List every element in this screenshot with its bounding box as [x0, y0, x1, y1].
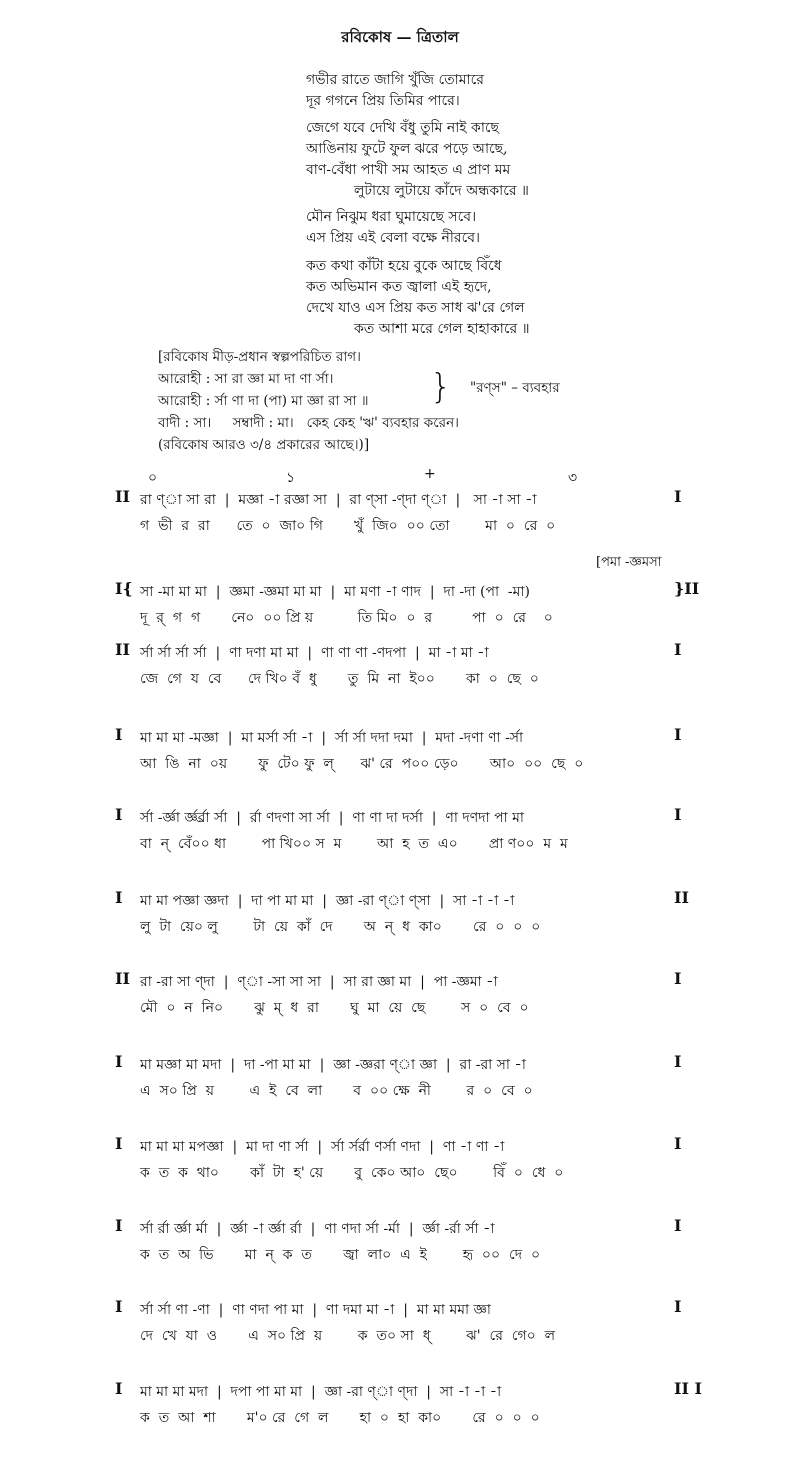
- lyric-line: ক ত অ ভি মা ন্‌ ক ত জ্বা লা০ এ ই হৃ ০০ দে ০: [140, 1247, 541, 1263]
- row-bar-left: I: [115, 1216, 123, 1235]
- lyric-line: লু টা য়ে০ লু টা য়ে কাঁ দে অ ন্‌ ধ কা০ রে ০ ০ ০: [140, 919, 541, 935]
- swara-line: রা -রা সা ণ্‌দা | ণ্‌া -সা সা সা | সা রা জ্ঞা মা | পা -জ্ঞমা -া: [140, 974, 498, 990]
- lyric-line: ক ত ক থা০ কাঁ টা হ' য়ে বু কে০ আ০ ছে০ বিঁ ০ ধে ০: [140, 1165, 564, 1181]
- row-bar-left: I{: [115, 579, 133, 598]
- poem-stanza-3: [306, 207, 480, 249]
- lyric-line: দূ র্‌ গ গ নে০ ০০ প্রি য় তি মি০ ০ র পা ০ রে ০: [140, 610, 553, 626]
- poem-line: লুটায়ে লুটায়ে কাঁদে অন্ধকারে ॥: [354, 183, 529, 199]
- row-bar-left: I: [115, 1297, 123, 1316]
- row-bar-right: I: [674, 1134, 682, 1153]
- brace-symbol: }: [430, 367, 452, 407]
- taal-mark: +: [424, 466, 436, 482]
- poem-line: কত অভিমান কত জ্বালা এই হৃদে,: [306, 279, 492, 295]
- row-bar-right: I: [674, 640, 682, 659]
- row-bar-left: I: [115, 805, 123, 824]
- note-line: (রবিকোষ আরও ৩/৪ প্রকারের আছে।)]: [158, 437, 370, 453]
- poem-line: দূর গগনে প্রিয় তিমির পারে।: [306, 93, 460, 109]
- taal-mark: ০: [148, 470, 158, 486]
- lyric-line: আ ঙি না ০য় ফু টে০ ফু ল্‌ ঝ' রে প০০ ড়ে০ আ০ ০০ ছে ০: [140, 756, 584, 772]
- poem-line: মৌন নিঝুম ধরা ঘুমায়েছে সবে।: [306, 209, 477, 225]
- row-bar-left: II: [115, 487, 130, 506]
- poem-line: বাণ-বেঁধা পাখী সম আহত এ প্রাণ মম: [306, 162, 511, 178]
- row-bar-left: I: [115, 1134, 123, 1153]
- lyric-line: মৌ ০ ন নি০ ঝু ম্‌ ধ রা ঘু মা য়ে ছে স ০ বে ০: [140, 1000, 529, 1016]
- poem-line: দেখে যাও এস প্রিয় কত সাধ ঝ'রে গেল: [306, 300, 525, 316]
- poem-line: জেগে যবে দেখি বঁধু তুমি নাই কাছে: [306, 120, 500, 136]
- swara-line: র্সা র্রা র্জ্ঞা র্মা | র্জ্ঞা -া র্জ্ঞা র্রা | ণা ণদা র্সা -র্মা | র্জ্ঞা -র্রা র্সা -া: [140, 1221, 495, 1237]
- swara-line: র্সা -র্জ্ঞা র্জ্ঞর্র্রা র্সা | র্রা ণদণা সা র্সা | ণা ণা দা দর্সা | ণা দণদা পা মা: [140, 810, 524, 826]
- row-bar-right: II I: [674, 1379, 703, 1398]
- poem-stanza-4: [306, 256, 530, 340]
- lyric-line: জে গে য বে দে খি০ বঁ ধু তু মি না ই০০ কা ০ ছে ০: [140, 671, 539, 687]
- row-bar-right: I: [674, 1297, 682, 1316]
- note-line: আরোহী : সা রা জ্ঞা মা দা ণা র্সা।: [158, 371, 334, 387]
- lyric-line: গ ভী র রা তে ০ জা০ গি খুঁ জি০ ০০ তো মা ০ রে ০: [140, 518, 556, 534]
- swara-line: র্সা র্সা র্সা র্সা | ণা দণা মা মা | ণা ণা ণা -ণদপা | মা -া মা -া: [140, 645, 489, 661]
- poem-line: গভীর রাতে জাগি খুঁজি তোমারে: [306, 72, 484, 88]
- row-bar-left: I: [115, 1052, 123, 1071]
- lyric-line: এ স০ প্রি য় এ ই বে লা ব ০০ ক্ষে নী র ০ বে ০: [140, 1083, 533, 1099]
- swara-line: সা -মা মা মা | জ্ঞমা -জ্ঞমা মা মা | মা মণা -া ণাদ | দা -দা (পা -মা): [140, 584, 530, 600]
- rangs-label: "রণ্‌স" – ব্যবহার: [470, 380, 560, 396]
- raga-note: [158, 346, 459, 456]
- poem-line: এস প্রিয় এই বেলা বক্ষে নীরবে।: [306, 230, 480, 246]
- row-bar-right: I: [674, 487, 682, 506]
- row-bar-right: I: [674, 1216, 682, 1235]
- row-bar-left: II: [115, 969, 130, 988]
- note-line: আরোহী : র্সা ণা দা (পা) মা জ্ঞা রা সা ॥: [158, 393, 369, 409]
- poem-line: আঙিনায় ফুটে ফুল ঝরে পড়ে আছে,: [306, 141, 508, 157]
- poem-line: কত কথা কাঁটা হয়ে বুকে আছে বিঁধে: [306, 258, 502, 274]
- row-bar-right: I: [674, 1052, 682, 1071]
- row-bar-left: II: [115, 640, 130, 659]
- row-bar-right: I: [674, 805, 682, 824]
- row-bar-left: I: [115, 888, 123, 907]
- note-line: [রবিকোষ মীড়-প্রধান স্বল্পপরিচিত রাগ।: [158, 349, 361, 365]
- poem-stanza-2: [306, 118, 529, 202]
- swara-line: মা মজ্ঞা মা মদা | দা -পা মা মা | জ্ঞা -জ্ঞরা ণ্‌া জ্ঞা | রা -রা সা -া: [140, 1057, 526, 1073]
- poem-line: কত আশা মরে গেল হাহাকারে ॥: [354, 321, 530, 337]
- row-bar-right: }II: [674, 579, 700, 598]
- lyric-line: ক ত আ শা ম'০ রে গে ল হা ০ হা কা০ রে ০ ০ ০: [140, 1410, 540, 1426]
- row-bar-right: I: [674, 969, 682, 988]
- swara-line: মা মা মা মপজ্ঞা | মা দা ণা র্সা | র্সা র্সর্রা ণর্সা ণদা | ণা -া ণা -া: [140, 1139, 505, 1155]
- swara-line: মা মা মা মদা | দপা পা মা মা | জ্ঞা -রা ণ্‌া ণ্‌দা | সা -া -া -া: [140, 1384, 502, 1400]
- row-bar-right: I: [674, 725, 682, 744]
- alternate-note: [পমা -জ্ঞমসা: [596, 555, 662, 570]
- swara-line: রা ণ্‌া সা রা | মজ্ঞা -া রজ্ঞা সা | রা ণ্‌সা -ণ্‌দা ণ্‌া | সা -া সা -া: [140, 492, 537, 508]
- poem-stanza-1: [306, 70, 484, 112]
- note-line: বাদী : সা। সম্বাদী : মা। কেহ কেহ 'ঋ' ব্যবহার করেন।: [158, 415, 459, 431]
- row-bar-right: II: [674, 888, 689, 907]
- taal-mark: ১: [286, 470, 296, 486]
- row-bar-left: I: [115, 1379, 123, 1398]
- swara-line: র্সা র্সা ণা -ণা | ণা ণদা পা মা | ণা দমা মা -া | মা মা মমা জ্ঞা: [140, 1302, 491, 1318]
- lyric-line: বা ন্‌ বেঁ০০ ধা পা খি০০ স ম আ হ ত এ০ প্রা ণ০০ ম ম: [140, 836, 568, 852]
- row-bar-left: I: [115, 725, 123, 744]
- lyric-line: দে খে যা ও এ স০ প্রি য় ক ত০ সা ধ্‌ ঝ' রে গে০ ল: [140, 1328, 556, 1344]
- page-title: রবিকোষ — ত্রিতাল: [341, 28, 459, 46]
- swara-line: মা মা পজ্ঞা জ্ঞদা | দা পা মা মা | জ্ঞা -রা ণ্‌া ণ্‌সা | সা -া -া -া: [140, 893, 515, 909]
- swara-line: মা মা মা -মজ্ঞা | মা মর্সা র্সা -া | র্সা র্সা দদা দমা | মদা -দণা ণা -র্সা: [140, 730, 524, 746]
- taal-mark: ৩: [568, 470, 578, 486]
